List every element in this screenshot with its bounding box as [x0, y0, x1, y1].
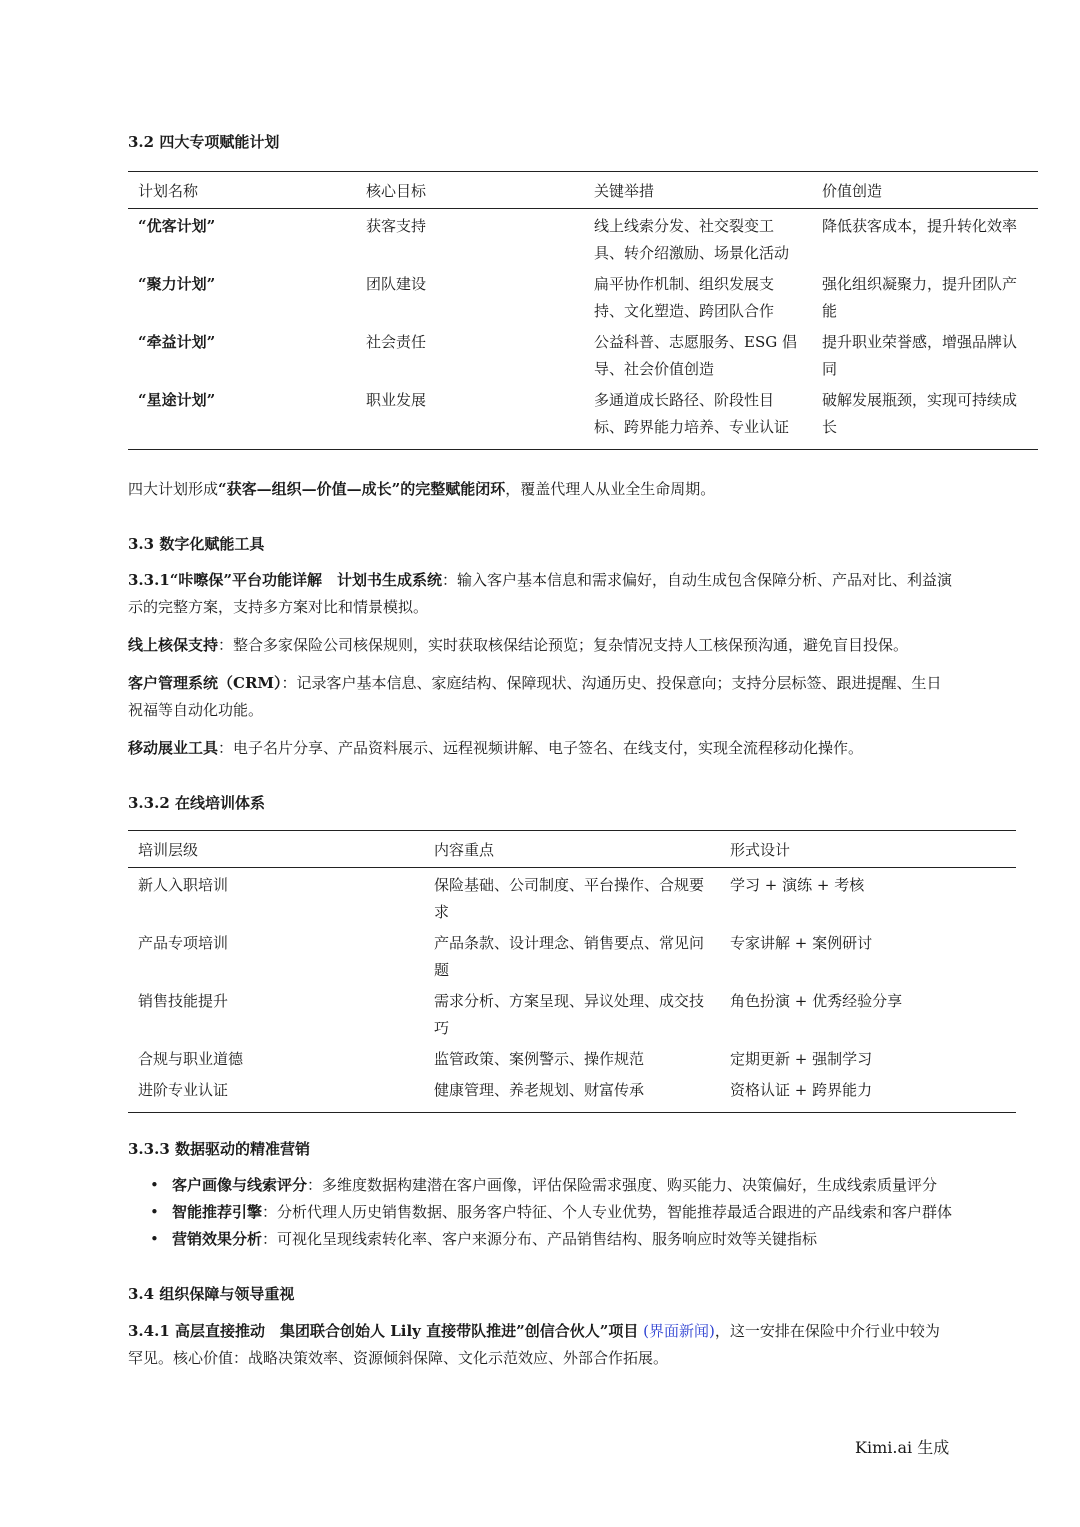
paragraph-text: ：输入客户基本信息和需求偏好，自动生成包含保障分析、产品对比、利益演示的完整方案，支持多方案对比和情景模拟。: [128, 571, 953, 616]
plan-measures: 线上线索分发、社交裂变工具、转介绍激励、场景化活动: [594, 217, 790, 262]
source-link[interactable]: (界面新闻): [643, 1322, 715, 1340]
column-header: 培训层级: [138, 840, 199, 859]
training-content: 产品条款、设计理念、销售要点、常见问题: [434, 934, 705, 979]
proposal-system-paragraph: [128, 567, 953, 621]
empowerment-plans-table: [128, 171, 1038, 450]
column-header: 关键举措: [594, 181, 655, 200]
mobile-tools-paragraph: [128, 735, 953, 762]
training-level: 进阶专业认证: [138, 1081, 229, 1099]
plan-measures: 多通道成长路径、阶段性目标、跨界能力培养、专业认证: [594, 391, 790, 436]
paragraph-bold: 3.3.1“咔嚓保”平台功能详解 计划书生成系统: [128, 571, 443, 589]
training-system-table: [128, 830, 1016, 1113]
list-item: [150, 1199, 1010, 1226]
training-content: 需求分析、方案呈现、异议处理、成交技巧: [434, 992, 705, 1037]
table-row: [128, 1042, 1016, 1073]
bullet-text: ：分析代理人历史销售数据、服务客户特征、个人专业优势，智能推荐最适合跟进的产品线索和客户群体: [262, 1203, 953, 1221]
paragraph-text: ，这一安排在保险中介行业中较为罕见。核心价值：战略决策效率、资源倾斜保障、文化示范效应、外部合作拓展。: [128, 1322, 940, 1367]
table-row: [128, 868, 1016, 927]
table-row: [128, 1073, 1016, 1113]
footer-credit: Kimi.ai 生成: [855, 1438, 950, 1457]
leadership-paragraph: [128, 1318, 953, 1372]
table-row: [128, 325, 1038, 383]
paragraph-bold: 客户管理系统（CRM）: [128, 674, 282, 692]
plan-name: “优客计划”: [138, 217, 216, 235]
training-format: 专家讲解 + 案例研讨: [730, 934, 873, 952]
column-header: 内容重点: [434, 840, 495, 859]
column-header: 核心目标: [366, 181, 427, 200]
table-row: [128, 984, 1016, 1042]
column-header: 形式设计: [730, 840, 791, 859]
plan-goal: 职业发展: [366, 391, 427, 409]
list-item: [150, 1172, 1010, 1199]
plan-value: 破解发展瓶颈，实现可持续成长: [822, 391, 1018, 436]
marketing-bullet-list: [150, 1172, 1010, 1253]
paragraph-bold: 3.4.1 高层直接推动 集团联合创始人 Lily 直接带队推进”创信合伙人”项目: [128, 1322, 639, 1340]
summary-suffix: ，覆盖代理人从业全生命周期。: [505, 480, 716, 498]
section-3-2-heading: 3.2 四大专项赋能计划: [128, 133, 280, 151]
column-header: 计划名称: [138, 181, 199, 200]
plan-value: 提升职业荣誉感，增强品牌认同: [822, 333, 1018, 378]
training-content: 监管政策、案例警示、操作规范: [434, 1050, 645, 1068]
training-format: 角色扮演 + 优秀经验分享: [730, 992, 903, 1010]
plan-value: 强化组织凝聚力，提升团队产能: [822, 275, 1018, 320]
training-level: 产品专项培训: [138, 934, 229, 952]
table-header-row: [128, 831, 1016, 868]
training-format: 学习 + 演练 + 考核: [730, 876, 865, 894]
table-row: [128, 209, 1038, 268]
plan-name: “聚力计划”: [138, 275, 216, 293]
table-row: [128, 926, 1016, 984]
plan-measures: 扁平协作机制、组织发展支持、文化塑造、跨团队合作: [594, 275, 775, 320]
list-item: [150, 1226, 1010, 1253]
plan-name: “牵益计划”: [138, 333, 216, 351]
plan-goal: 获客支持: [366, 217, 427, 235]
training-content: 健康管理、养老规划、财富传承: [434, 1081, 645, 1099]
plans-summary: [128, 476, 1028, 503]
training-level: 新人入职培训: [138, 876, 229, 894]
section-3-4-heading: 3.4 组织保障与领导重视: [128, 1285, 295, 1303]
crm-paragraph: [128, 670, 953, 724]
plan-goal: 社会责任: [366, 333, 427, 351]
section-3-3-3-heading: 3.3.3 数据驱动的精准营销: [128, 1140, 310, 1158]
bullet-text: ：可视化呈现线索转化率、客户来源分布、产品销售结构、服务响应时效等关键指标: [262, 1230, 818, 1248]
summary-bold: “获客—组织—价值—成长”的完整赋能闭环: [218, 480, 506, 498]
underwriting-paragraph: [128, 632, 953, 659]
plan-name: “星途计划”: [138, 391, 216, 409]
paragraph-bold: 线上核保支持: [128, 636, 219, 654]
paragraph-text: ：记录客户基本信息、家庭结构、保障现状、沟通历史、投保意向；支持分层标签、跟进提醒、生日祝福等自动化功能。: [128, 674, 942, 719]
table-row: [128, 267, 1038, 325]
training-format: 定期更新 + 强制学习: [730, 1050, 873, 1068]
bullet-bold: 营销效果分析: [172, 1230, 263, 1248]
training-level: 销售技能提升: [138, 992, 229, 1010]
column-header: 价值创造: [822, 181, 883, 200]
plan-measures: 公益科普、志愿服务、ESG 倡导、社会价值创造: [594, 333, 797, 378]
plan-goal: 团队建设: [366, 275, 427, 293]
section-3-3-heading: 3.3 数字化赋能工具: [128, 535, 265, 553]
bullet-bold: 智能推荐引擎: [172, 1203, 263, 1221]
paragraph-text: ：电子名片分享、产品资料展示、远程视频讲解、电子签名、在线支付，实现全流程移动化操作。: [218, 739, 864, 757]
training-level: 合规与职业道德: [138, 1050, 244, 1068]
section-3-3-2-heading: 3.3.2 在线培训体系: [128, 794, 265, 812]
plan-value: 降低获客成本，提升转化效率: [822, 217, 1018, 235]
training-format: 资格认证 + 跨界能力: [730, 1081, 873, 1099]
bullet-text: ：多维度数据构建潜在客户画像，评估保险需求强度、购买能力、决策偏好，生成线索质量评分: [307, 1176, 938, 1194]
paragraph-text: ：整合多家保险公司核保规则，实时获取核保结论预览；复杂情况支持人工核保预沟通，避免盲目投保。: [218, 636, 909, 654]
summary-prefix: 四大计划形成: [128, 480, 219, 498]
table-row: [128, 383, 1038, 450]
training-content: 保险基础、公司制度、平台操作、合规要求: [434, 876, 705, 921]
table-header-row: [128, 172, 1038, 209]
bullet-bold: 客户画像与线索评分: [172, 1176, 308, 1194]
paragraph-bold: 移动展业工具: [128, 739, 219, 757]
